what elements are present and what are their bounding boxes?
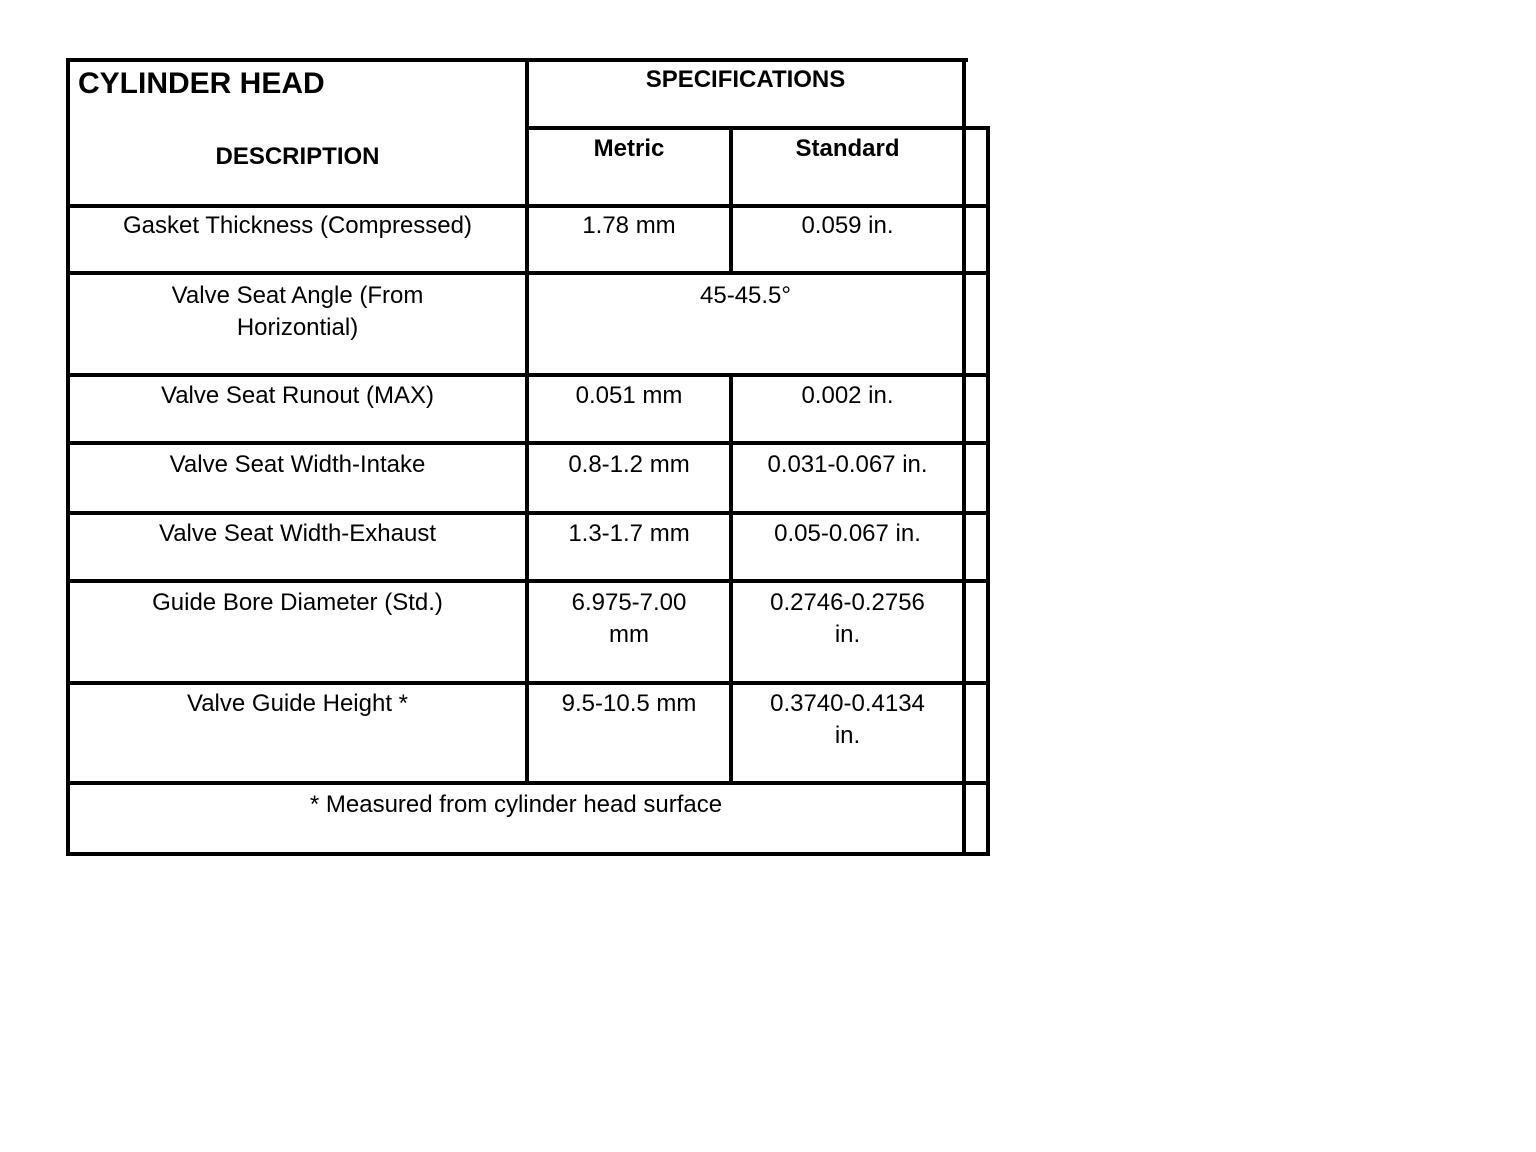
row-metric-continued: mm bbox=[609, 621, 649, 648]
table-border-right bbox=[962, 58, 966, 856]
row-metric: 0.051 mm bbox=[575, 382, 683, 409]
row-standard-continued: in. bbox=[834, 722, 861, 749]
description-header: DESCRIPTION bbox=[215, 143, 380, 170]
column-divider-description bbox=[525, 58, 529, 785]
row-standard: 0.3740-0.4134 bbox=[770, 690, 925, 717]
row-metric: 0.8-1.2 mm bbox=[568, 451, 690, 478]
row-standard-continued: in. bbox=[834, 621, 861, 648]
row-description: Valve Seat Width-Intake bbox=[169, 451, 426, 478]
row-standard: 0.2746-0.2756 bbox=[770, 589, 925, 616]
row-description: Gasket Thickness (Compressed) bbox=[122, 212, 472, 239]
row-standard: 0.059 in. bbox=[801, 212, 894, 239]
row-description-continued: Horizontial) bbox=[236, 314, 359, 341]
footnote: * Measured from cylinder head surface bbox=[309, 791, 723, 818]
row-metric: 1.78 mm bbox=[582, 212, 676, 239]
table-border-bottom bbox=[66, 852, 990, 856]
row-metric: 6.975-7.00 bbox=[571, 589, 687, 616]
specifications-header: SPECIFICATIONS bbox=[645, 66, 846, 93]
row-description: Valve Guide Height * bbox=[186, 690, 408, 717]
header-divider bbox=[526, 126, 990, 130]
row-standard: 0.05-0.067 in. bbox=[774, 520, 921, 547]
table-border-right-outer bbox=[986, 126, 990, 856]
metric-header: Metric bbox=[593, 135, 665, 162]
row-metric: 1.3-1.7 mm bbox=[568, 520, 690, 547]
standard-header: Standard bbox=[795, 135, 900, 162]
table-border-top bbox=[66, 58, 968, 62]
table-title: CYLINDER HEAD bbox=[78, 67, 325, 100]
row-description: Valve Seat Runout (MAX) bbox=[160, 382, 434, 409]
row-description: Valve Seat Width-Exhaust bbox=[158, 520, 437, 547]
row-standard: 0.002 in. bbox=[801, 382, 894, 409]
row-standard: 0.031-0.067 in. bbox=[767, 451, 928, 478]
row-description: Guide Bore Diameter (Std.) bbox=[152, 589, 443, 616]
row-description: Valve Seat Angle (From bbox=[171, 282, 424, 309]
row-combined-value: 45-45.5° bbox=[700, 282, 791, 309]
row-metric: 9.5-10.5 mm bbox=[561, 690, 697, 717]
